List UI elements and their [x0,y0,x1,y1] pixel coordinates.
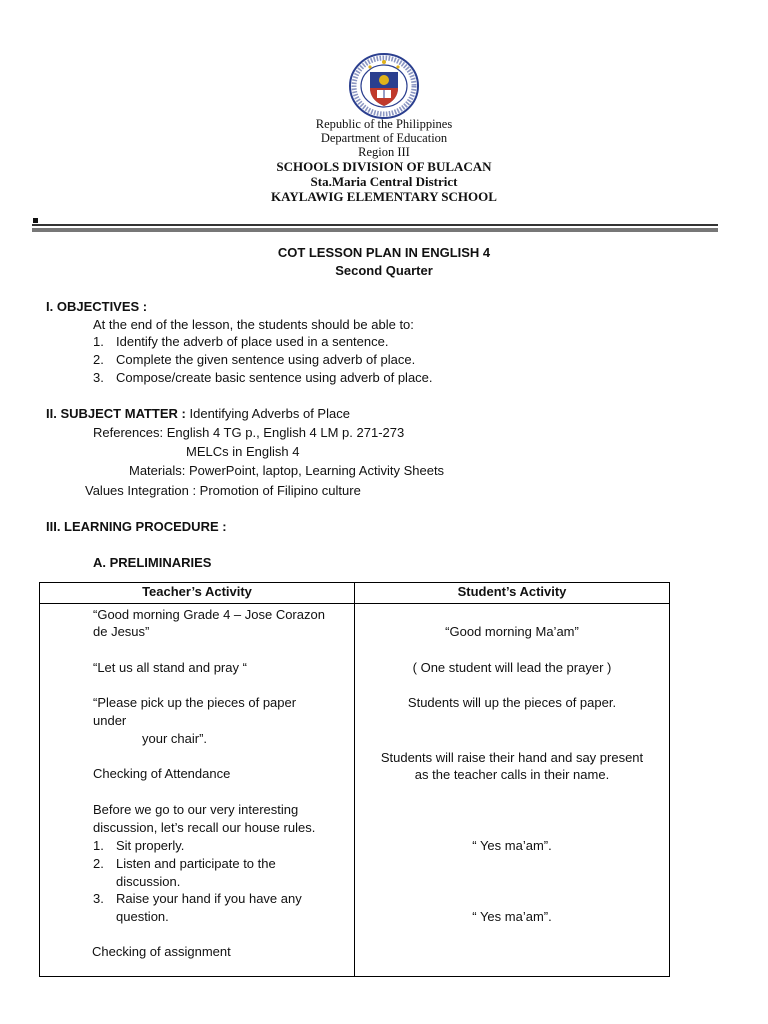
header-region: Region III [358,145,410,159]
deped-seal-logo [346,52,422,120]
procedure-heading: III. LEARNING PROCEDURE : [46,519,227,534]
objective-text: Identify the adverb of place used in a sentence. [116,334,389,349]
teacher-line: under [93,713,127,728]
objective-number: 2. [93,352,104,367]
teacher-activity-header: Teacher’s Activity [40,583,355,604]
lesson-title: COT LESSON PLAN IN ENGLISH 4 [277,245,491,260]
teacher-line: de Jesus” [93,624,150,639]
house-rule-text: Listen and participate to the [116,856,276,871]
student-line: “ Yes ma’am”. [472,838,552,853]
subject-matter-line [46,406,350,422]
house-rule-number: 1. [93,838,104,853]
header-district: Sta.Maria Central District [310,174,458,189]
house-rule-number: 3. [93,891,104,906]
objective-item [93,334,388,350]
lesson-quarter: Second Quarter [335,263,433,278]
objective-item [93,352,415,368]
header-republic: Republic of the Philippines [315,117,453,131]
subject-matter-heading: II. SUBJECT MATTER : [46,406,186,421]
objectives-intro: At the end of the lesson, the students should be able to: [93,317,414,332]
teacher-line: Checking of assignment [92,944,231,959]
house-rule-continuation: question. [116,909,169,924]
header-department: Department of Education [320,131,448,145]
materials-line: Materials: PowerPoint, laptop, Learning Activity Sheets [129,463,445,478]
student-line: Students will up the pieces of paper. [407,695,617,710]
activity-table [39,582,670,977]
table-row [40,604,670,977]
house-rule-continuation: discussion. [116,874,181,889]
objective-item [93,370,433,386]
melcs-line: MELCs in English 4 [186,444,300,459]
objective-number: 3. [93,370,104,385]
student-line: “ Yes ma’am”. [472,909,552,924]
references-line: References: English 4 TG p., English 4 LM p. 271-273 [93,425,405,440]
house-rule-item [93,837,184,855]
table-header-row [40,583,670,604]
teacher-line: Before we go to our very interesting [93,802,299,817]
teacher-line: “Good morning Grade 4 – Jose Corazon [93,607,325,622]
teacher-activity-cell [40,604,355,977]
student-line: as the teacher calls in their name. [414,767,610,782]
values-integration-line: Values Integration : Promotion of Filipino culture [85,483,361,498]
header-division: SCHOOLS DIVISION OF BULACAN [276,159,492,174]
student-activity-header: Student’s Activity [355,583,670,604]
teacher-line: “Please pick up the pieces of paper [93,695,297,710]
house-rule-text: Raise your hand if you have any [116,891,302,906]
objectives-heading: I. OBJECTIVES : [46,299,148,314]
teacher-line: discussion, let’s recall our house rules. [93,820,316,835]
preliminaries-heading: A. PRELIMINARIES [93,555,212,570]
house-rule-item [93,890,302,908]
house-rule-item [93,855,276,873]
objective-text: Compose/create basic sentence using adverb of place. [116,370,433,385]
teacher-line: Checking of Attendance [93,766,231,781]
subject-matter-topic: Identifying Adverbs of Place [189,406,350,421]
header-school: KAYLAWIG ELEMENTARY SCHOOL [271,189,497,204]
objective-text: Complete the given sentence using adverb of place. [116,352,416,367]
student-activity-cell [355,604,670,977]
student-line: ( One student will lead the prayer ) [412,660,612,675]
teacher-line: your chair”. [142,731,208,746]
header-divider-thin [32,224,718,226]
student-line: Students will raise their hand and say present [380,750,644,765]
house-rule-number: 2. [93,856,104,871]
student-line: “Good morning Ma’am” [445,624,579,639]
house-rule-text: Sit properly. [116,838,185,853]
header-divider-thick [32,228,718,232]
objective-number: 1. [93,334,104,349]
header-bullet-mark [33,218,38,223]
teacher-line: “Let us all stand and pray “ [93,660,247,675]
